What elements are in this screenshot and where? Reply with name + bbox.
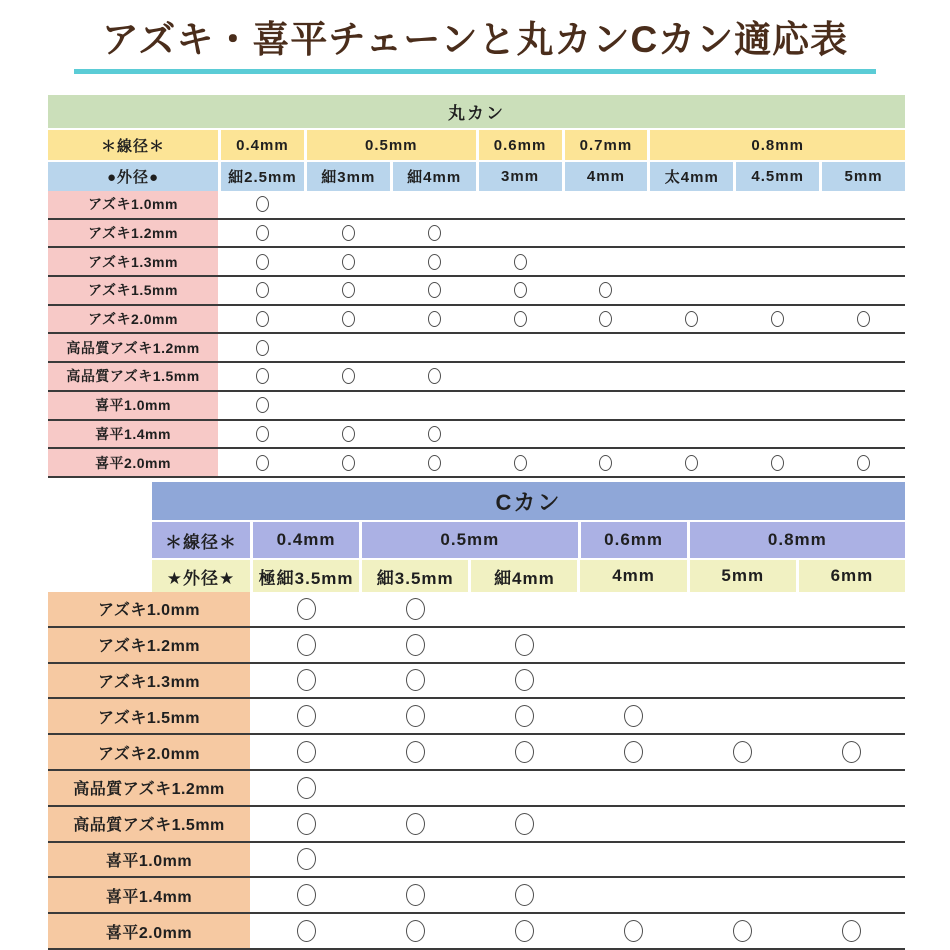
marukan-table-row	[48, 220, 905, 249]
ckan-compat-cell	[362, 628, 468, 662]
compat-circle-mark	[733, 741, 752, 763]
marukan-compat-cell	[650, 220, 733, 247]
compat-circle-mark	[297, 741, 316, 763]
marukan-compat-cell	[307, 306, 390, 333]
ckan-compat-cell	[799, 699, 905, 733]
ckan-compat-cell	[799, 843, 905, 877]
ckan-compat-cell	[362, 699, 468, 733]
marukan-compat-cell	[221, 248, 304, 275]
ckan-compat-cell	[362, 735, 468, 769]
compat-circle-mark	[297, 634, 316, 656]
ckan-table-row	[48, 592, 905, 628]
marukan-compat-cell	[479, 191, 562, 218]
ckan-compat-cell	[471, 878, 577, 912]
marukan-compat-cell	[822, 306, 905, 333]
compat-circle-mark	[514, 311, 527, 327]
ckan-wire-diameter-label: ＊線径＊	[152, 522, 250, 558]
marukan-wire-diameter-cell: 0.5mm	[307, 130, 476, 160]
marukan-table-row	[48, 449, 905, 478]
ckan-compat-cell	[471, 843, 577, 877]
compat-circle-mark	[406, 634, 425, 656]
marukan-compat-cell	[822, 191, 905, 218]
marukan-compat-cell	[479, 392, 562, 419]
ckan-outer-diameter-label: ★外径★	[152, 560, 250, 592]
ckan-compat-cell	[471, 592, 577, 626]
marukan-table	[48, 95, 905, 478]
ckan-compat-cell	[580, 592, 686, 626]
marukan-table-row	[48, 248, 905, 277]
marukan-compat-cell	[565, 306, 648, 333]
marukan-table-row	[48, 421, 905, 450]
compat-circle-mark	[256, 455, 269, 471]
ckan-compat-cell	[362, 807, 468, 841]
ckan-compat-cell	[253, 771, 359, 805]
compat-circle-mark	[342, 254, 355, 270]
marukan-compat-cell	[393, 363, 476, 390]
marukan-outer-diameter-cell: 太4mm	[650, 162, 733, 191]
ckan-compat-cell	[580, 914, 686, 948]
compat-circle-mark	[406, 813, 425, 835]
marukan-table-row	[48, 306, 905, 335]
ckan-table-row	[48, 878, 905, 914]
ckan-compat-cell	[580, 735, 686, 769]
compat-circle-mark	[406, 705, 425, 727]
ckan-table-row	[48, 664, 905, 700]
ckan-wire-diameter-cell: 0.4mm	[253, 522, 359, 558]
ckan-compat-cell	[253, 843, 359, 877]
compat-circle-mark	[685, 311, 698, 327]
marukan-outer-diameter-cell: 細2.5mm	[221, 162, 304, 191]
compat-circle-mark	[514, 455, 527, 471]
marukan-compat-cell	[479, 306, 562, 333]
marukan-compat-cell	[736, 334, 819, 361]
marukan-compat-cell	[736, 277, 819, 304]
ckan-table-title: Cカン	[152, 482, 905, 520]
marukan-outer-diameter-cell: 5mm	[822, 162, 905, 191]
ckan-table-row	[48, 771, 905, 807]
marukan-wire-diameter-cell: 0.8mm	[650, 130, 905, 160]
compat-circle-mark	[297, 598, 316, 620]
compat-circle-mark	[342, 455, 355, 471]
compat-circle-mark	[297, 813, 316, 835]
marukan-compat-cell	[307, 363, 390, 390]
compat-circle-mark	[342, 311, 355, 327]
marukan-compat-cell	[736, 306, 819, 333]
title-bar	[0, 16, 950, 74]
marukan-wire-diameter-row	[48, 130, 905, 160]
compat-circle-mark	[771, 455, 784, 471]
marukan-row-label: 高品質アズキ1.5mm	[48, 363, 218, 390]
compat-circle-mark	[515, 884, 534, 906]
marukan-compat-cell	[221, 191, 304, 218]
ckan-compat-cell	[253, 699, 359, 733]
ckan-compat-cell	[799, 878, 905, 912]
marukan-table-body	[48, 191, 905, 478]
compat-circle-mark	[857, 311, 870, 327]
ckan-outer-diameter-cell: 極細3.5mm	[253, 560, 359, 592]
ckan-compat-cell	[471, 914, 577, 948]
compat-circle-mark	[624, 705, 643, 727]
ckan-compat-cell	[690, 628, 796, 662]
marukan-compat-cell	[736, 392, 819, 419]
ckan-compat-cell	[690, 878, 796, 912]
ckan-compat-cell	[253, 807, 359, 841]
compat-circle-mark	[256, 426, 269, 442]
ckan-compat-cell	[690, 843, 796, 877]
compat-circle-mark	[342, 368, 355, 384]
marukan-compat-cell	[650, 392, 733, 419]
compat-circle-mark	[406, 884, 425, 906]
ckan-compat-cell	[471, 735, 577, 769]
compat-circle-mark	[406, 920, 425, 942]
marukan-compat-cell	[221, 277, 304, 304]
marukan-compat-cell	[479, 363, 562, 390]
compat-circle-mark	[842, 741, 861, 763]
marukan-compat-cell	[479, 220, 562, 247]
ckan-row-label: アズキ2.0mm	[48, 735, 250, 769]
marukan-compat-cell	[221, 392, 304, 419]
marukan-compat-cell	[822, 449, 905, 476]
marukan-compat-cell	[479, 421, 562, 448]
ckan-compat-cell	[362, 914, 468, 948]
compat-circle-mark	[256, 254, 269, 270]
compat-circle-mark	[733, 920, 752, 942]
ckan-compat-cell	[799, 628, 905, 662]
marukan-compat-cell	[221, 334, 304, 361]
compat-circle-mark	[297, 884, 316, 906]
ckan-row-label: 高品質アズキ1.5mm	[48, 807, 250, 841]
marukan-compat-cell	[822, 277, 905, 304]
ckan-wire-diameter-row	[152, 522, 905, 558]
compat-circle-mark	[256, 225, 269, 241]
ckan-compat-cell	[362, 878, 468, 912]
compat-circle-mark	[515, 705, 534, 727]
marukan-compat-cell	[822, 248, 905, 275]
ckan-compat-cell	[362, 664, 468, 698]
ckan-compat-cell	[580, 664, 686, 698]
compat-circle-mark	[428, 225, 441, 241]
marukan-compat-cell	[393, 334, 476, 361]
compat-circle-mark	[256, 397, 269, 413]
marukan-compat-cell	[393, 392, 476, 419]
ckan-outer-diameter-cell: 4mm	[580, 560, 686, 592]
compat-circle-mark	[857, 455, 870, 471]
ckan-row-label: 喜平1.4mm	[48, 878, 250, 912]
compat-circle-mark	[428, 282, 441, 298]
marukan-compat-cell	[221, 363, 304, 390]
compat-circle-mark	[624, 741, 643, 763]
marukan-compat-cell	[650, 191, 733, 218]
ckan-compat-cell	[580, 699, 686, 733]
ckan-compat-cell	[799, 914, 905, 948]
marukan-compat-cell	[650, 277, 733, 304]
compat-circle-mark	[515, 813, 534, 835]
marukan-compat-cell	[221, 449, 304, 476]
marukan-compat-cell	[221, 220, 304, 247]
ckan-outer-diameter-cell: 5mm	[690, 560, 796, 592]
ckan-wire-diameter-cell: 0.6mm	[581, 522, 687, 558]
marukan-compat-cell	[565, 334, 648, 361]
ckan-compat-cell	[471, 699, 577, 733]
compat-circle-mark	[256, 196, 269, 212]
compat-circle-mark	[297, 920, 316, 942]
marukan-wire-diameter-label: ＊線径＊	[48, 130, 218, 160]
ckan-row-label: 喜平2.0mm	[48, 914, 250, 948]
ckan-table-header	[152, 482, 905, 592]
marukan-compat-cell	[479, 334, 562, 361]
ckan-row-label: 高品質アズキ1.2mm	[48, 771, 250, 805]
marukan-compat-cell	[393, 277, 476, 304]
marukan-compat-cell	[307, 392, 390, 419]
compat-circle-mark	[599, 455, 612, 471]
ckan-compat-cell	[580, 771, 686, 805]
marukan-compat-cell	[650, 306, 733, 333]
marukan-wire-diameter-cell: 0.6mm	[479, 130, 562, 160]
compat-circle-mark	[624, 920, 643, 942]
ckan-compat-cell	[580, 878, 686, 912]
marukan-compat-cell	[307, 449, 390, 476]
compat-circle-mark	[297, 705, 316, 727]
marukan-compat-cell	[736, 220, 819, 247]
marukan-row-label: 喜平2.0mm	[48, 449, 218, 476]
ckan-compat-cell	[580, 628, 686, 662]
marukan-compat-cell	[822, 334, 905, 361]
marukan-compat-cell	[479, 277, 562, 304]
marukan-outer-diameter-row	[48, 162, 905, 191]
ckan-outer-diameter-row	[152, 560, 905, 592]
compat-circle-mark	[406, 669, 425, 691]
marukan-row-label: アズキ1.5mm	[48, 277, 218, 304]
ckan-compat-cell	[362, 843, 468, 877]
marukan-row-label: アズキ1.2mm	[48, 220, 218, 247]
ckan-compat-cell	[253, 628, 359, 662]
marukan-compat-cell	[565, 191, 648, 218]
marukan-compat-cell	[736, 363, 819, 390]
ckan-table-body	[48, 592, 905, 950]
marukan-compat-cell	[307, 191, 390, 218]
ckan-compat-cell	[690, 699, 796, 733]
marukan-compat-cell	[822, 220, 905, 247]
marukan-outer-diameter-cell: 細3mm	[307, 162, 390, 191]
marukan-compat-cell	[822, 363, 905, 390]
marukan-compat-cell	[736, 248, 819, 275]
ckan-compat-cell	[471, 628, 577, 662]
ckan-compat-cell	[799, 592, 905, 626]
compat-circle-mark	[256, 311, 269, 327]
marukan-compat-cell	[221, 306, 304, 333]
marukan-compat-cell	[565, 363, 648, 390]
compat-circle-mark	[342, 426, 355, 442]
marukan-compat-cell	[565, 392, 648, 419]
ckan-row-label: アズキ1.5mm	[48, 699, 250, 733]
marukan-compat-cell	[650, 248, 733, 275]
ckan-row-label: アズキ1.3mm	[48, 664, 250, 698]
page-title: アズキ・喜平チェーンと丸カンCカン適応表	[74, 16, 876, 74]
compat-circle-mark	[599, 282, 612, 298]
compat-circle-mark	[256, 368, 269, 384]
marukan-table-row	[48, 334, 905, 363]
marukan-row-label: アズキ1.3mm	[48, 248, 218, 275]
compat-circle-mark	[842, 920, 861, 942]
compat-circle-mark	[515, 741, 534, 763]
marukan-compat-cell	[650, 363, 733, 390]
ckan-row-label: 喜平1.0mm	[48, 843, 250, 877]
marukan-outer-diameter-cell: 細4mm	[393, 162, 476, 191]
compat-circle-mark	[515, 634, 534, 656]
marukan-outer-diameter-label: ●外径●	[48, 162, 218, 191]
ckan-compat-cell	[471, 771, 577, 805]
compat-circle-mark	[342, 282, 355, 298]
ckan-table-row	[48, 735, 905, 771]
ckan-table-row	[48, 628, 905, 664]
marukan-row-label: 高品質アズキ1.2mm	[48, 334, 218, 361]
marukan-compat-cell	[736, 449, 819, 476]
marukan-compat-cell	[650, 334, 733, 361]
ckan-table-row	[48, 914, 905, 950]
marukan-compat-cell	[822, 421, 905, 448]
marukan-compat-cell	[736, 191, 819, 218]
ckan-table-row	[48, 843, 905, 879]
ckan-wire-diameter-cell: 0.5mm	[362, 522, 577, 558]
ckan-compat-cell	[362, 592, 468, 626]
compat-circle-mark	[514, 282, 527, 298]
marukan-compat-cell	[393, 220, 476, 247]
marukan-compat-cell	[565, 220, 648, 247]
marukan-table-row	[48, 191, 905, 220]
marukan-compat-cell	[565, 248, 648, 275]
ckan-compat-cell	[799, 664, 905, 698]
marukan-compat-cell	[479, 248, 562, 275]
compat-circle-mark	[515, 669, 534, 691]
ckan-compat-cell	[471, 664, 577, 698]
marukan-row-label: 喜平1.4mm	[48, 421, 218, 448]
ckan-compat-cell	[690, 771, 796, 805]
compat-circle-mark	[406, 741, 425, 763]
ckan-compat-cell	[253, 878, 359, 912]
marukan-row-label: アズキ1.0mm	[48, 191, 218, 218]
ckan-outer-diameter-cell: 6mm	[799, 560, 905, 592]
ckan-compat-cell	[799, 771, 905, 805]
marukan-outer-diameter-cell: 4mm	[565, 162, 648, 191]
ckan-outer-diameter-cell: 細4mm	[471, 560, 577, 592]
compat-circle-mark	[771, 311, 784, 327]
marukan-compat-cell	[479, 449, 562, 476]
marukan-compat-cell	[393, 421, 476, 448]
marukan-outer-diameter-cell: 4.5mm	[736, 162, 819, 191]
marukan-compat-cell	[393, 306, 476, 333]
compat-circle-mark	[342, 225, 355, 241]
compat-circle-mark	[406, 598, 425, 620]
marukan-compat-cell	[650, 421, 733, 448]
marukan-compat-cell	[393, 191, 476, 218]
marukan-compat-cell	[307, 248, 390, 275]
ckan-compat-cell	[690, 735, 796, 769]
ckan-compat-cell	[253, 592, 359, 626]
ckan-row-label: アズキ1.0mm	[48, 592, 250, 626]
compat-circle-mark	[256, 282, 269, 298]
compat-circle-mark	[428, 311, 441, 327]
compat-circle-mark	[428, 455, 441, 471]
ckan-table-row	[48, 699, 905, 735]
marukan-compat-cell	[736, 421, 819, 448]
compat-circle-mark	[297, 777, 316, 799]
compat-circle-mark	[515, 920, 534, 942]
ckan-compat-cell	[690, 807, 796, 841]
marukan-outer-diameter-cell: 3mm	[479, 162, 562, 191]
marukan-compat-cell	[307, 334, 390, 361]
marukan-table-title: 丸カン	[48, 95, 905, 128]
ckan-compat-cell	[253, 735, 359, 769]
marukan-wire-diameter-cell: 0.7mm	[565, 130, 648, 160]
marukan-compat-cell	[307, 421, 390, 448]
ckan-compat-cell	[580, 807, 686, 841]
compat-circle-mark	[256, 340, 269, 356]
ckan-compat-cell	[799, 807, 905, 841]
ckan-compat-cell	[362, 771, 468, 805]
marukan-compat-cell	[393, 248, 476, 275]
marukan-table-row	[48, 392, 905, 421]
ckan-compat-cell	[690, 592, 796, 626]
ckan-compat-cell	[253, 664, 359, 698]
compat-circle-mark	[428, 368, 441, 384]
compat-circle-mark	[428, 254, 441, 270]
compat-circle-mark	[514, 254, 527, 270]
ckan-compat-cell	[253, 914, 359, 948]
ckan-compat-cell	[690, 914, 796, 948]
ckan-compat-cell	[799, 735, 905, 769]
marukan-compat-cell	[307, 277, 390, 304]
marukan-compat-cell	[565, 421, 648, 448]
marukan-compat-cell	[393, 449, 476, 476]
compat-circle-mark	[599, 311, 612, 327]
marukan-row-label: アズキ2.0mm	[48, 306, 218, 333]
marukan-row-label: 喜平1.0mm	[48, 392, 218, 419]
marukan-compat-cell	[565, 449, 648, 476]
ckan-table-row	[48, 807, 905, 843]
ckan-compat-cell	[471, 807, 577, 841]
marukan-compat-cell	[650, 449, 733, 476]
ckan-compat-cell	[580, 843, 686, 877]
marukan-compat-cell	[822, 392, 905, 419]
ckan-compat-cell	[690, 664, 796, 698]
marukan-compat-cell	[565, 277, 648, 304]
ckan-wire-diameter-cell: 0.8mm	[690, 522, 905, 558]
compat-circle-mark	[297, 669, 316, 691]
compat-circle-mark	[428, 426, 441, 442]
compat-circle-mark	[685, 455, 698, 471]
ckan-row-label: アズキ1.2mm	[48, 628, 250, 662]
ckan-outer-diameter-cell: 細3.5mm	[362, 560, 468, 592]
marukan-table-row	[48, 277, 905, 306]
marukan-wire-diameter-cell: 0.4mm	[221, 130, 304, 160]
marukan-compat-cell	[307, 220, 390, 247]
marukan-compat-cell	[221, 421, 304, 448]
marukan-table-row	[48, 363, 905, 392]
compat-circle-mark	[297, 848, 316, 870]
